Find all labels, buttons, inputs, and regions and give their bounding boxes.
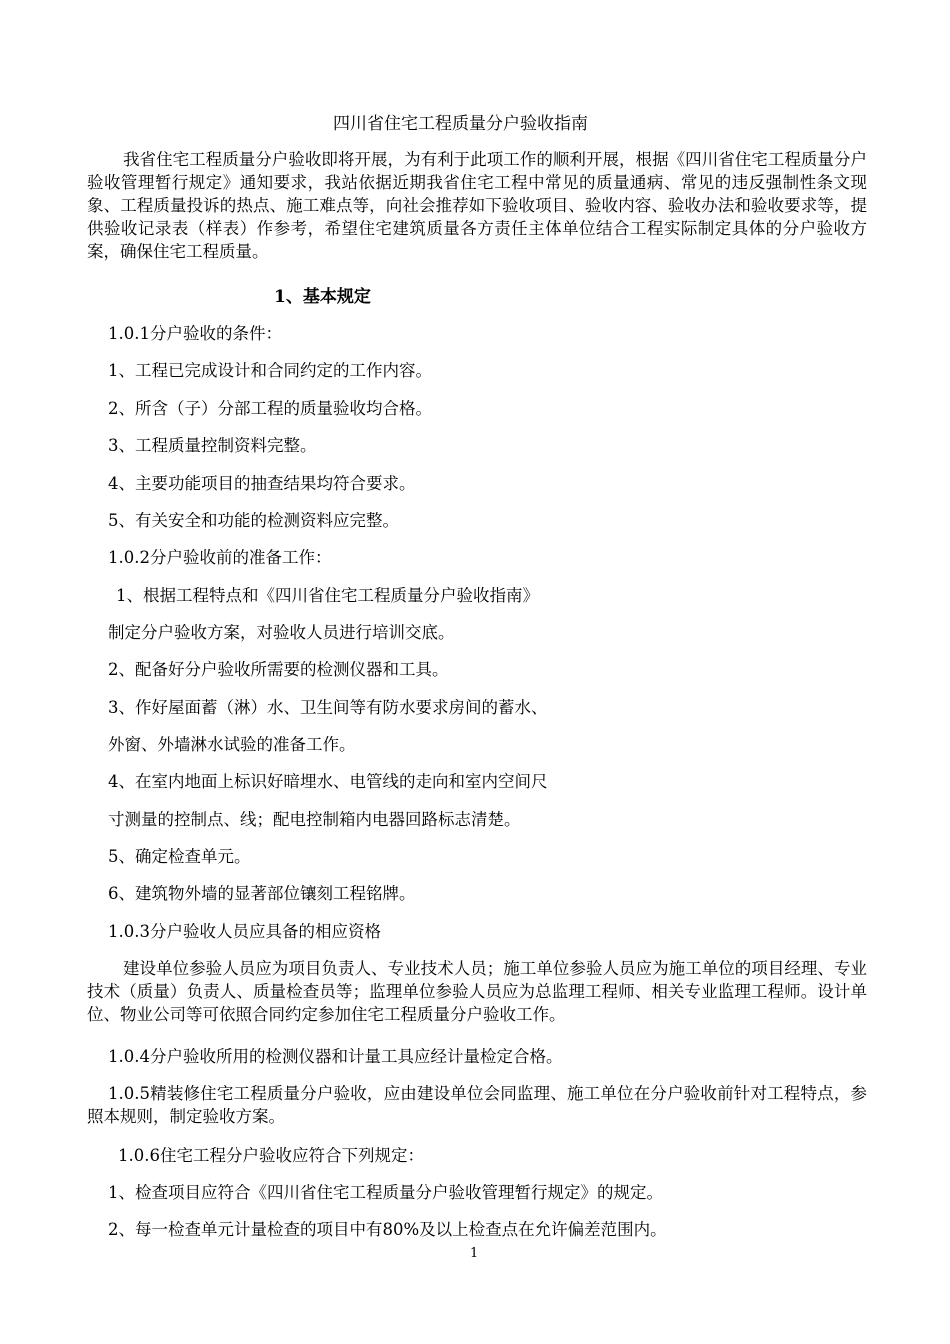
condition-item-3: 3、工程质量控制资料完整。 [108, 436, 317, 455]
intro-paragraph: 我省住宅工程质量分户验收即将开展，为有利于此项工作的顺利开展，根据《四川省住宅工程质量分户验收管理暂行规定》通知要求，我站依据近期我省住宅工程中常见的质量通病、常见的违反强制性条文现象、工程质量投诉的热点、施工难点等，向社会推荐如下验收项目、验收内容、验收办法和验收要求等，提供验收记录表（样表）作参考，希望住宅建筑质量各方责任主体单位结合工程实际制定具体的分户验收方案，确保住宅工程质量。 [87, 150, 867, 261]
prep-item-4-cont: 寸测量的控制点、线；配电控制箱内电器回路标志清楚。 [108, 810, 521, 829]
clause-1-0-4: 1.0.4分户验收所用的检测仪器和计量工具应经计量检定合格。 [108, 1047, 563, 1066]
clause-1-0-2: 1.0.2分户验收前的准备工作： [108, 548, 332, 567]
condition-item-2: 2、所含（子）分部工程的质量验收均合格。 [108, 399, 432, 418]
condition-item-5: 5、有关安全和功能的检测资料应完整。 [108, 511, 399, 530]
prep-item-1-cont: 制定分户验收方案，对验收人员进行培训交底。 [108, 623, 455, 642]
prep-item-4: 4、在室内地面上标识好暗埋水、电管线的走向和室内空间尺 [108, 772, 548, 791]
prep-item-3-cont: 外窗、外墙淋水试验的准备工作。 [108, 735, 356, 754]
prep-item-2: 2、配备好分户验收所需要的检测仪器和工具。 [108, 660, 449, 679]
prep-item-5: 5、确定检查单元。 [108, 847, 251, 866]
clause-1-0-3: 1.0.3分户验收人员应具备的相应资格 [108, 922, 381, 941]
prep-item-1: 1、根据工程特点和《四川省住宅工程质量分户验收指南》 [116, 586, 539, 605]
rule-item-1: 1、检查项目应符合《四川省住宅工程质量分户验收管理暂行规定》的规定。 [108, 1183, 663, 1202]
personnel-paragraph: 建设单位参验人员应为项目负责人、专业技术人员；施工单位参验人员应为施工单位的项目经理、专业技术（质量）负责人、质量检查员等；监理单位参验人员应为总监理工程师、相关专业监理工程师。设计单位、物业公司等可依照合同约定参加住宅工程质量分户验收工作。 [87, 959, 867, 1024]
prep-item-3: 3、作好屋面蓄（淋）水、卫生间等有防水要求房间的蓄水、 [108, 698, 548, 717]
clause-1-0-1: 1.0.1分户验收的条件： [108, 324, 282, 343]
section-heading: 1、基本规定 [274, 287, 371, 307]
page-number: 1 [470, 1246, 479, 1261]
document-title: 四川省住宅工程质量分户验收指南 [333, 114, 588, 134]
clause-1-0-5: 1.0.5精装修住宅工程质量分户验收，应由建设单位会同监理、施工单位在分户验收前针对工程特点，参照本规则，制定验收方案。 [87, 1084, 867, 1126]
rule-item-2: 2、每一检查单元计量检查的项目中有80%及以上检查点在允许偏差范围内。 [108, 1220, 667, 1239]
prep-item-6: 6、建筑物外墙的显著部位镶刻工程铭牌。 [108, 884, 416, 903]
condition-item-4: 4、主要功能项目的抽查结果均符合要求。 [108, 474, 416, 493]
clause-1-0-6: 1.0.6住宅工程分户验收应符合下列规定： [118, 1146, 424, 1165]
condition-item-1: 1、工程已完成设计和合同约定的工作内容。 [108, 361, 432, 380]
